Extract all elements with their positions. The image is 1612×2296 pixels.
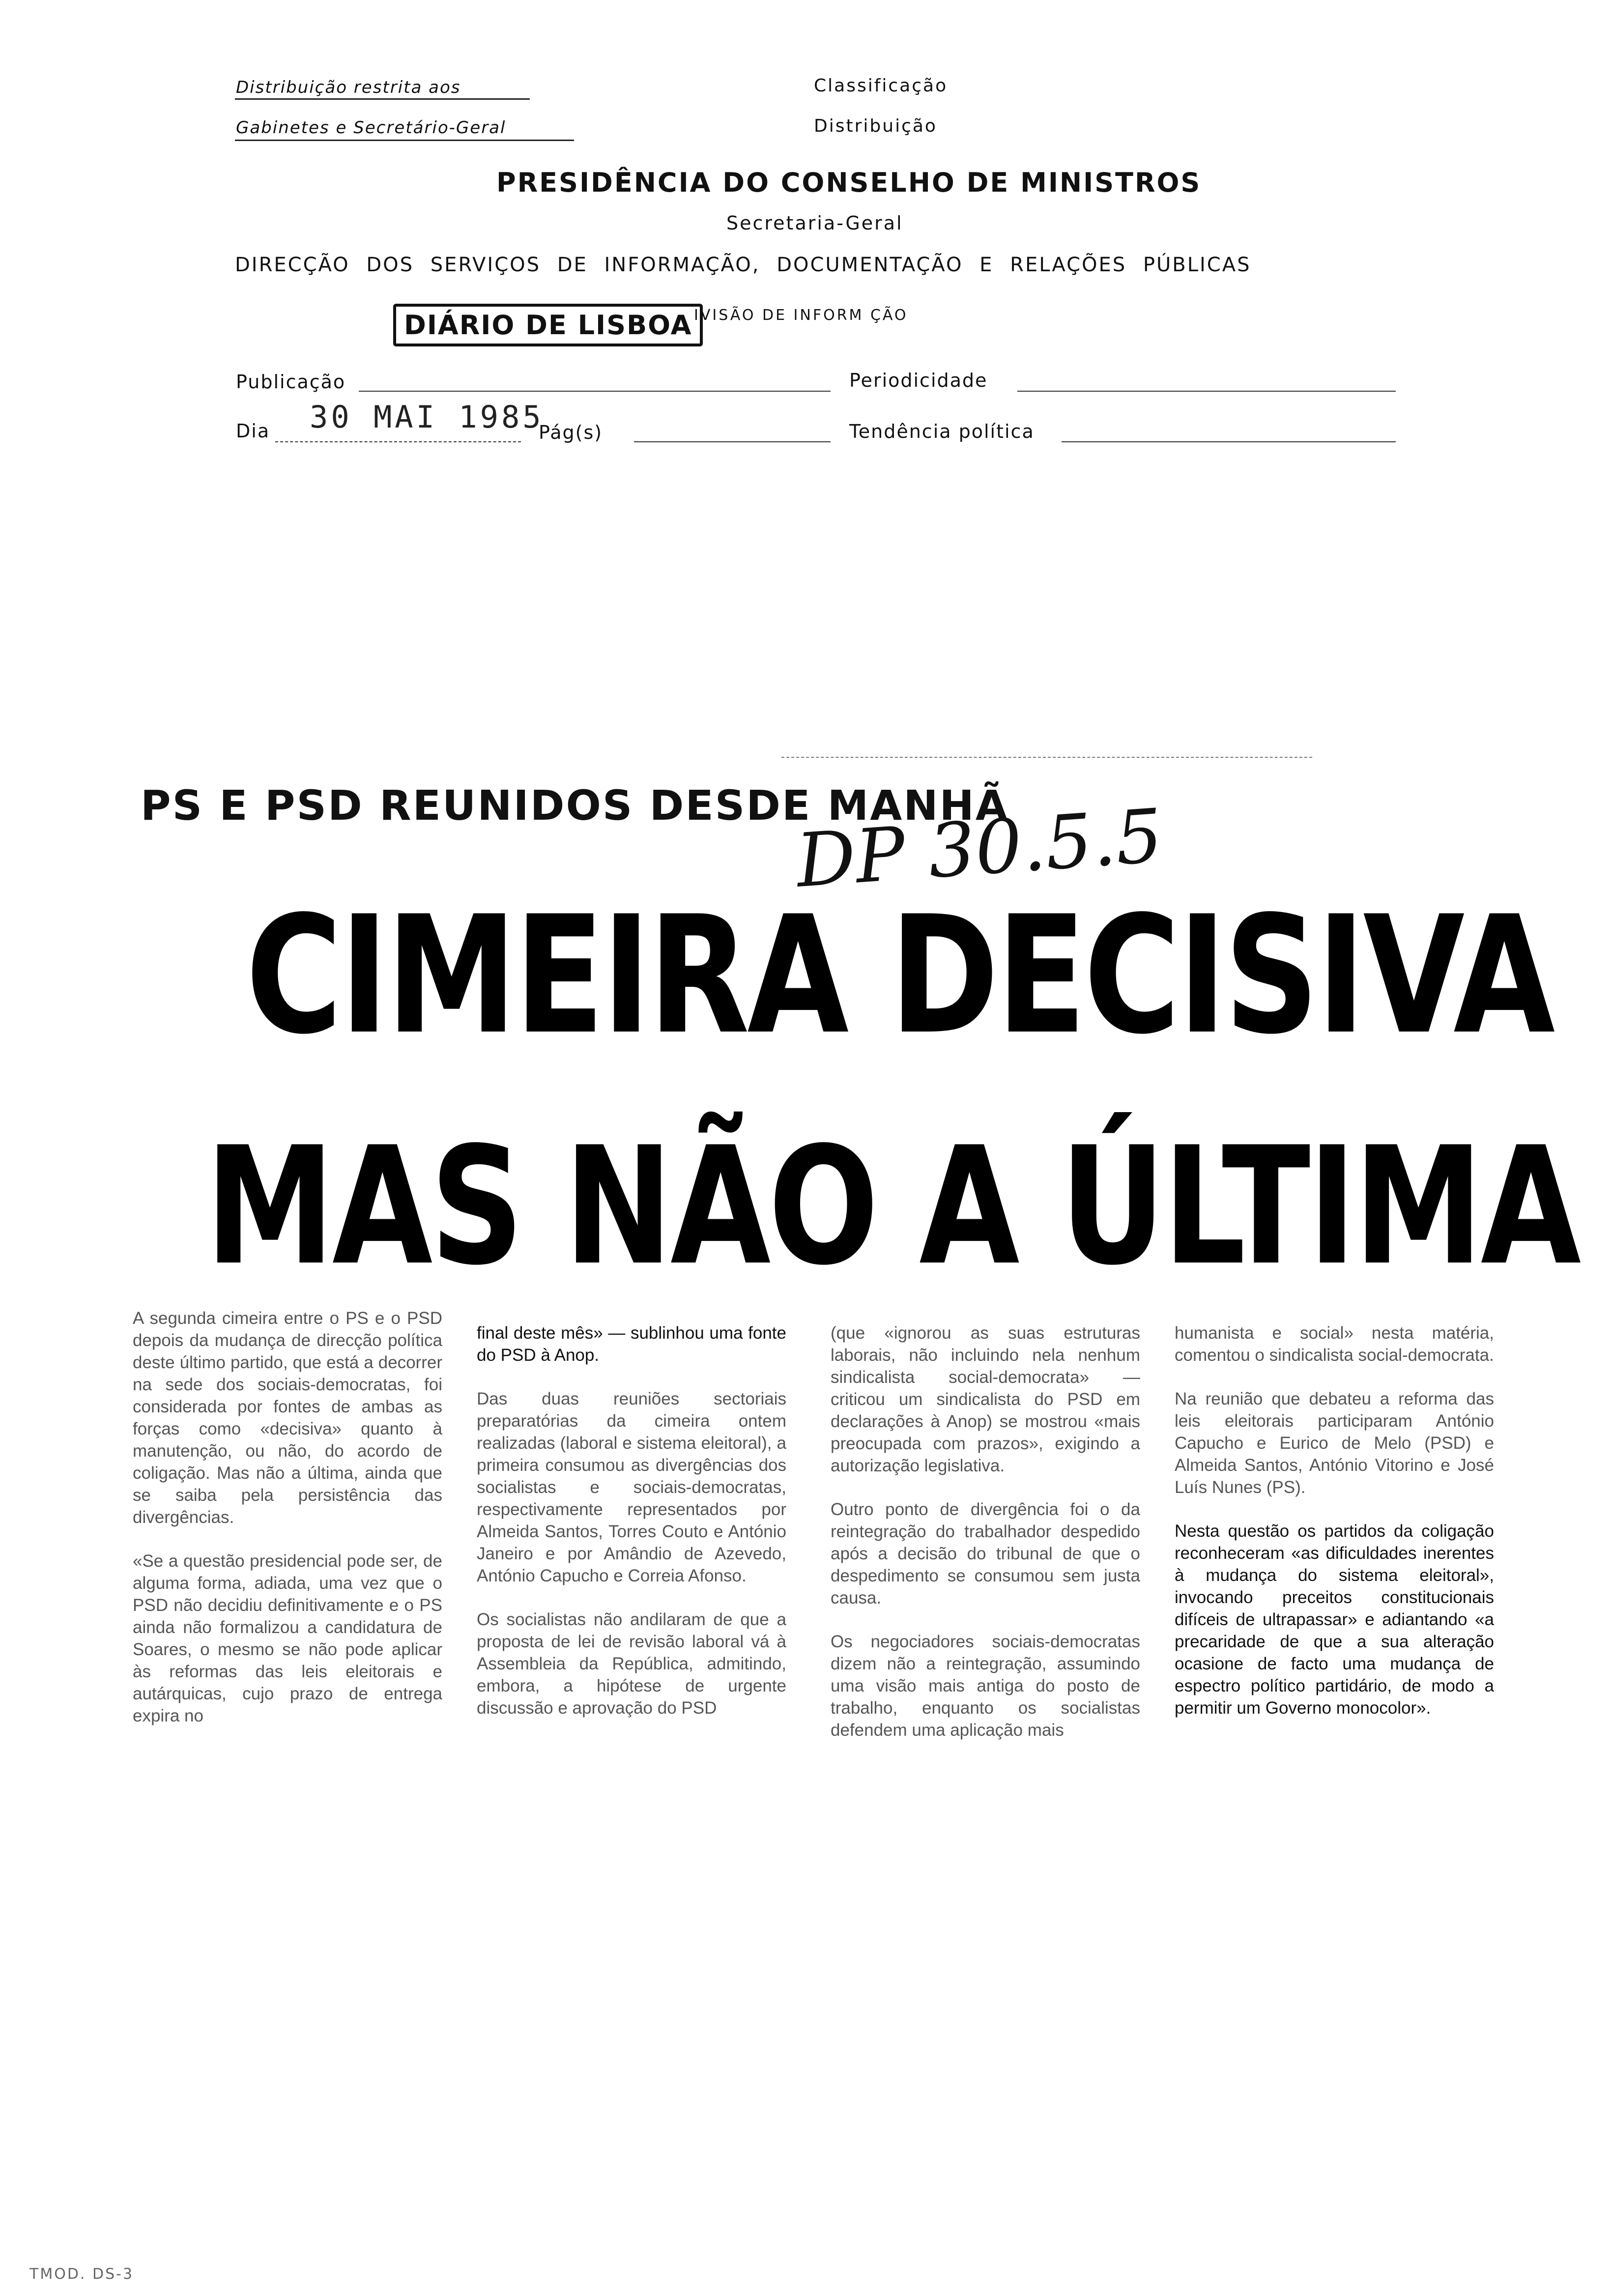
distribution-restriction-line2: Gabinetes e Secretário-Geral [236, 118, 506, 138]
article-column-2 [477, 1322, 786, 1741]
underline [235, 140, 574, 141]
article-column-4 [1175, 1322, 1494, 1741]
handwritten-note: DP 30.5.5 [793, 793, 1166, 904]
classification-label: Classificação [814, 76, 948, 96]
paragraph: Nesta questão os partidos da coligação reconheceram «as dificuldades inerentes à mudança do sistema eleitoral», invocando preceitos constitucionais difíceis de ultrapassar» e adiantando «a precaridade de que a sua alteração ocasione de facto uma mudança de espectro político partidário, de modo a permitir um Governo monocolor». [1175, 1521, 1494, 1718]
publication-field-line [359, 391, 831, 392]
directorate-line: DIRECÇÃO DOS SERVIÇOS DE INFORMAÇÃO, DOCUMENTAÇÃO E RELAÇÕES PÚBLICAS [235, 254, 1251, 276]
headline-line2: MAS NÃO A ÚLTIMA [205, 1112, 1579, 1301]
paragraph: Os negociadores sociais-democratas dizem não a reintegração, assumindo uma visão mais antiga do posto de trabalho, enquanto os socialistas defendem uma aplicação mais [831, 1632, 1140, 1740]
paragraph: Das duas reuniões sectoriais preparatórias da cimeira ontem realizadas (laboral e sistema eleitoral), a primeira consumou as divergências dos socialistas e sociais-democratas, respectivamente representados por Almeida Santos, Torres Couto e António Janeiro e por Amândio de Azevedo, António Capucho e Correia Afonso. [477, 1389, 786, 1585]
paragraph: Outro ponto de divergência foi o da reintegração do trabalhador despedido após a decisão do tribunal de que o despedimento se consumou sem justa causa. [831, 1500, 1140, 1607]
distribution-restriction-line1: Distribuição restrita aos [236, 78, 461, 97]
article-column-1 [133, 1307, 442, 1749]
paragraph: final deste mês» — sublinhou uma fonte do PSD à Anop. [477, 1323, 786, 1365]
form-code: TMOD. DS-3 [29, 2266, 134, 2283]
political-tendency-field-line [1062, 441, 1396, 442]
day-label: Dia [236, 420, 270, 442]
paragraph: «Se a questão presidencial pode ser, de alguma forma, adiada, uma vez que o PSD não decidiu definitivamente e o PS ainda não formalizou a candidatura de Soares, o mesmo se não pode aplicar às reformas das leis eleitorais e autárquicas, cujo prazo de entrega expira no [133, 1551, 442, 1725]
paragraph: Os socialistas não andilaram de que a proposta de lei de revisão laboral vá à Assembleia da República, admitindo, embora, a hipótese de urgente discussão e aprovação do PSD [477, 1610, 786, 1718]
periodicity-field-line [1017, 391, 1396, 392]
article-column-3 [831, 1322, 1140, 1763]
periodicity-label: Periodicidade [849, 370, 988, 391]
date-stamp: 30 MAI 1985 [310, 399, 544, 435]
division-line: IVISÃO DE INFORM ÇÃO [694, 307, 908, 324]
paragraph: Na reunião que debateu a reforma das leis eleitorais participaram António Capucho e Eurico de Melo (PSD) e Almeida Santos, António Vitorino e José Luís Nunes (PS). [1175, 1389, 1494, 1497]
pages-label: Pág(s) [539, 422, 603, 443]
paragraph: A segunda cimeira entre o PS e o PSD depois da mudança de direcção política deste último partido, que está a decorrer na sede dos sociais-democratas, foi considerada por fontes de ambas as forças como «decisiva» quanto à manutenção, ou não, do acordo de coligação. Mas não a última, ainda que se saiba pela persistência das divergências. [133, 1309, 442, 1527]
day-field-line [275, 441, 521, 442]
article-kicker: PS E PSD REUNIDOS DESDE MANHÃ [141, 781, 1009, 830]
underline [235, 98, 530, 100]
paragraph: humanista e social» nesta matéria, comentou o sindicalista social-democrata. [1175, 1323, 1494, 1365]
clipping-edge [781, 757, 1312, 758]
org-subtitle: Secretaria-Geral [726, 212, 903, 234]
org-title: PRESIDÊNCIA DO CONSELHO DE MINISTROS [496, 167, 1202, 198]
pages-field-line [634, 441, 831, 442]
publication-stamp: DIÁRIO DE LISBOA [393, 304, 703, 346]
distribution-label: Distribuição [814, 116, 937, 136]
political-tendency-label: Tendência política [849, 421, 1035, 442]
headline-line1: CIMEIRA DECISIVA [246, 881, 1553, 1070]
paragraph: (que «ignorou as suas estruturas laborais, não incluindo nela nenhum sindicalista social-democrata» — criticou um sindicalista do PSD em declarações à Anop) se mostrou «mais preocupada com prazos», exigindo a autorização legislativa. [831, 1323, 1140, 1475]
publication-label: Publicação [236, 371, 346, 393]
